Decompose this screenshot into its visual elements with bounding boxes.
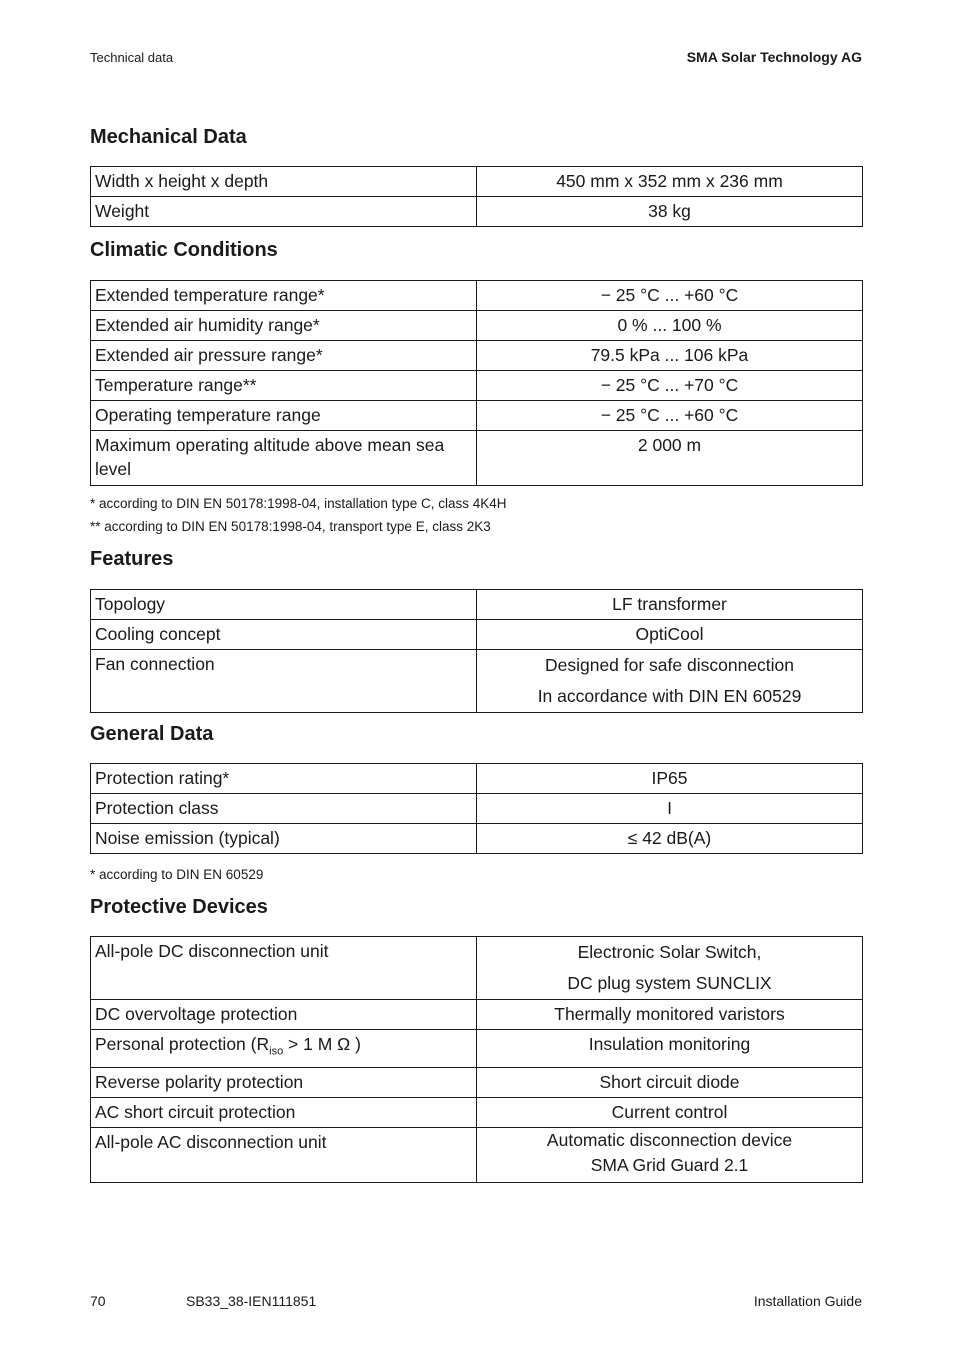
row-label: DC overvoltage protection <box>91 1000 477 1030</box>
row-value: − 25 °C ... +60 °C <box>477 281 863 311</box>
mechanical-data-table <box>90 166 863 227</box>
row-value: Current control <box>477 1097 863 1127</box>
label-text: > 1 M Ω ) <box>283 1034 361 1054</box>
row-value: 38 kg <box>477 197 863 227</box>
row-value: OptiCool <box>477 620 863 650</box>
table-row <box>91 764 863 794</box>
mechanical-data-heading: Mechanical Data <box>90 126 247 148</box>
table-row <box>91 1097 863 1127</box>
row-label: AC short circuit protection <box>91 1097 477 1127</box>
row-label: Extended temperature range* <box>91 281 477 311</box>
page-number: 70 <box>90 1293 106 1309</box>
table-row <box>91 620 863 650</box>
row-value: Short circuit diode <box>477 1067 863 1097</box>
row-label: Protection class <box>91 794 477 824</box>
table-row <box>91 937 863 1000</box>
table-row <box>91 311 863 341</box>
row-value: 0 % ... 100 % <box>477 311 863 341</box>
table-row <box>91 281 863 311</box>
value-line: DC plug system SUNCLIX <box>567 973 772 993</box>
table-row <box>91 1067 863 1097</box>
row-value: ≤ 42 dB(A) <box>477 824 863 854</box>
row-label: Weight <box>91 197 477 227</box>
row-label: Maximum operating altitude above mean sea level <box>91 431 477 486</box>
footnote: * according to DIN EN 60529 <box>90 867 264 882</box>
row-value <box>477 650 863 713</box>
general-data-heading: General Data <box>90 723 214 745</box>
row-label: Cooling concept <box>91 620 477 650</box>
row-label: All-pole AC disconnection unit <box>91 1127 477 1182</box>
table-row <box>91 401 863 431</box>
protective-devices-table <box>90 936 863 1183</box>
row-value: − 25 °C ... +60 °C <box>477 401 863 431</box>
footnote: * according to DIN EN 50178:1998-04, installation type C, class 4K4H <box>90 496 507 511</box>
climatic-conditions-heading: Climatic Conditions <box>90 239 278 261</box>
document-id: SB33_38-IEN111851 <box>186 1293 317 1309</box>
row-label: Fan connection <box>91 650 477 713</box>
row-label: All-pole DC disconnection unit <box>91 937 477 1000</box>
row-label: Temperature range** <box>91 371 477 401</box>
row-value: − 25 °C ... +70 °C <box>477 371 863 401</box>
value-line: Designed for safe disconnection <box>544 655 795 675</box>
row-value: 2 000 m <box>477 431 863 486</box>
features-heading: Features <box>90 548 174 570</box>
table-row <box>91 1127 863 1182</box>
row-value: IP65 <box>477 764 863 794</box>
row-label: Extended air humidity range* <box>91 311 477 341</box>
climatic-conditions-table <box>90 280 863 486</box>
table-row <box>91 590 863 620</box>
row-label: Operating temperature range <box>91 401 477 431</box>
row-label: Protection rating* <box>91 764 477 794</box>
row-value: 450 mm x 352 mm x 236 mm <box>477 167 863 197</box>
label-subscript: iso <box>269 1045 284 1058</box>
table-row <box>91 167 863 197</box>
row-value: 79.5 kPa ... 106 kPa <box>477 341 863 371</box>
label-text: Personal protection (R <box>95 1034 270 1054</box>
document-type: Installation Guide <box>753 1293 862 1309</box>
protective-devices-heading: Protective Devices <box>90 896 268 918</box>
table-row <box>91 1030 863 1068</box>
table-row <box>91 431 863 486</box>
row-value <box>477 1127 863 1182</box>
row-label: Noise emission (typical) <box>91 824 477 854</box>
table-row <box>91 341 863 371</box>
general-data-table <box>90 763 863 854</box>
table-row <box>91 650 863 713</box>
table-row <box>91 197 863 227</box>
row-label <box>91 1030 477 1068</box>
value-line: Automatic disconnection device <box>546 1129 793 1150</box>
header-section-label: Technical data <box>90 50 174 65</box>
value-line: Electronic Solar Switch, <box>577 942 762 962</box>
row-value: Thermally monitored varistors <box>477 1000 863 1030</box>
table-row <box>91 371 863 401</box>
row-label: Topology <box>91 590 477 620</box>
row-label: Width x height x depth <box>91 167 477 197</box>
row-value <box>477 937 863 1000</box>
table-row <box>91 794 863 824</box>
value-line: SMA Grid Guard 2.1 <box>590 1154 749 1175</box>
row-value: Insulation monitoring <box>477 1030 863 1068</box>
table-row <box>91 824 863 854</box>
row-value: LF transformer <box>477 590 863 620</box>
row-label: Extended air pressure range* <box>91 341 477 371</box>
header-company-name: SMA Solar Technology AG <box>686 49 862 65</box>
table-row <box>91 1000 863 1030</box>
row-label: Reverse polarity protection <box>91 1067 477 1097</box>
value-line: In accordance with DIN EN 60529 <box>537 686 802 706</box>
footnote: ** according to DIN EN 50178:1998-04, transport type E, class 2K3 <box>90 519 491 534</box>
features-table <box>90 589 863 713</box>
row-value: I <box>477 794 863 824</box>
